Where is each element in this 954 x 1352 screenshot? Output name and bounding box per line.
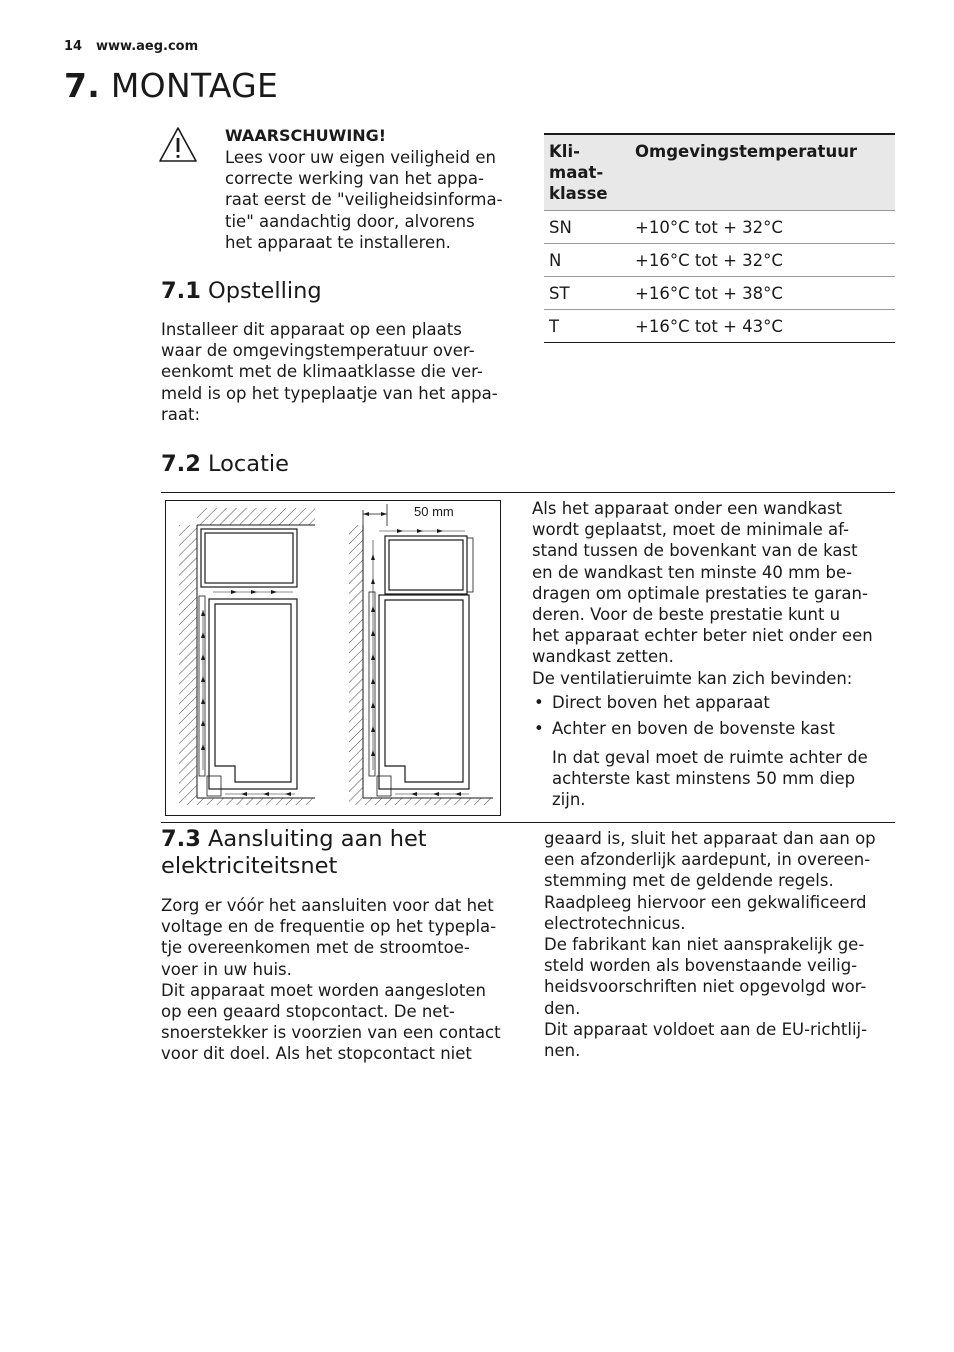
warning-text: Lees voor uw eigen veiligheid en correcte werking van het appa- raat eerst de "veiligheidsinforma- tie" aandachtig door, alvorens het apparaat te installeren. xyxy=(225,148,503,252)
table-header-row xyxy=(544,134,895,211)
header-url: www.aeg.com xyxy=(96,39,199,54)
section-7-1-heading: 7.1 Opstelling xyxy=(161,278,322,304)
section-7-2-subtext: In dat geval moet de ruimte achter de achterste kast minstens 50 mm diep zijn. xyxy=(552,748,868,810)
temperature-cell: +16°C tot + 32°C xyxy=(630,244,895,277)
section-7-1-text: Installeer dit apparaat op een plaats waar de omgevingstemperatuur over- eenkomt met de klimaatklasse die ver- meld is op het typeplaatje van het appa- raat: xyxy=(161,320,498,424)
ventilation-bullet-list xyxy=(532,692,892,744)
climate-class-cell: ST xyxy=(544,277,630,310)
chapter-title xyxy=(64,66,278,105)
table-row xyxy=(544,277,895,310)
temperature-cell: +16°C tot + 43°C xyxy=(630,310,895,343)
temperature-cell: +10°C tot + 32°C xyxy=(630,211,895,244)
section-7-3-text-right: geaard is, sluit het apparaat dan aan op een afzonderlijk aardepunt, in overeen- stemming met de geldende regels. Raadpleeg hiervoor een gekwalificeerd electrotechnicus. De fabrikant kan niet aansprakelijk ge- steld worden als bovenstaande veilig- heidsvoorschriften niet opgevolgd wor- den. Dit apparaat voldoet aan de EU-richtlij- nen. xyxy=(544,829,876,1061)
climate-class-table xyxy=(544,133,895,343)
diagram-right-installation xyxy=(349,504,493,805)
temperature-cell: +16°C tot + 38°C xyxy=(630,277,895,310)
header-climate-class: Kli- maat- klasse xyxy=(544,134,630,211)
page-number: 14 xyxy=(64,39,83,54)
section-divider xyxy=(161,492,895,493)
section-divider xyxy=(161,822,895,823)
list-item: • Achter en boven de bovenste kast xyxy=(532,718,892,739)
ventilation-diagram xyxy=(165,500,501,816)
chapter-number: 7. xyxy=(64,66,101,105)
header-ambient-temperature: Omgevingstemperatuur xyxy=(630,134,895,211)
section-7-3-text-left: Zorg er vóór het aansluiten voor dat het voltage en de frequentie op het typepla- tje overeenkomen met de stroomtoe- voer in uw huis. Dit apparaat moet worden aangesloten op een geaard stopcontact. De net- snoerstekker is voorzien van een contact voor dit doel. Als het stopcontact niet xyxy=(161,896,501,1064)
warning-title: WAARSCHUWING! xyxy=(225,126,387,145)
climate-class-cell: T xyxy=(544,310,630,343)
dimension-label: 50 mm xyxy=(414,504,454,519)
climate-class-cell: SN xyxy=(544,211,630,244)
section-7-2-text: Als het apparaat onder een wandkast wordt geplaatst, moet de minimale af- stand tussen de bovenkant van de kast en de wandkast ten minste 40 mm be- dragen om optimale prestaties te garan- deren. Voor de beste prestatie kunt u het apparaat echter beter niet onder een wandkast zetten. De ventilatieruimte kan zich bevinden: xyxy=(532,499,873,688)
section-7-2-heading: 7.2 Locatie xyxy=(161,451,289,477)
diagram-left-installation xyxy=(179,508,315,805)
table-row xyxy=(544,310,895,343)
table-row xyxy=(544,244,895,277)
table-row xyxy=(544,211,895,244)
climate-class-cell: N xyxy=(544,244,630,277)
warning-triangle-icon xyxy=(158,126,198,164)
list-item: • Direct boven het apparaat xyxy=(532,692,892,713)
section-7-3-heading: 7.3 Aansluiting aan het elektriciteitsnet xyxy=(161,826,427,879)
chapter-name: MONTAGE xyxy=(110,66,279,105)
